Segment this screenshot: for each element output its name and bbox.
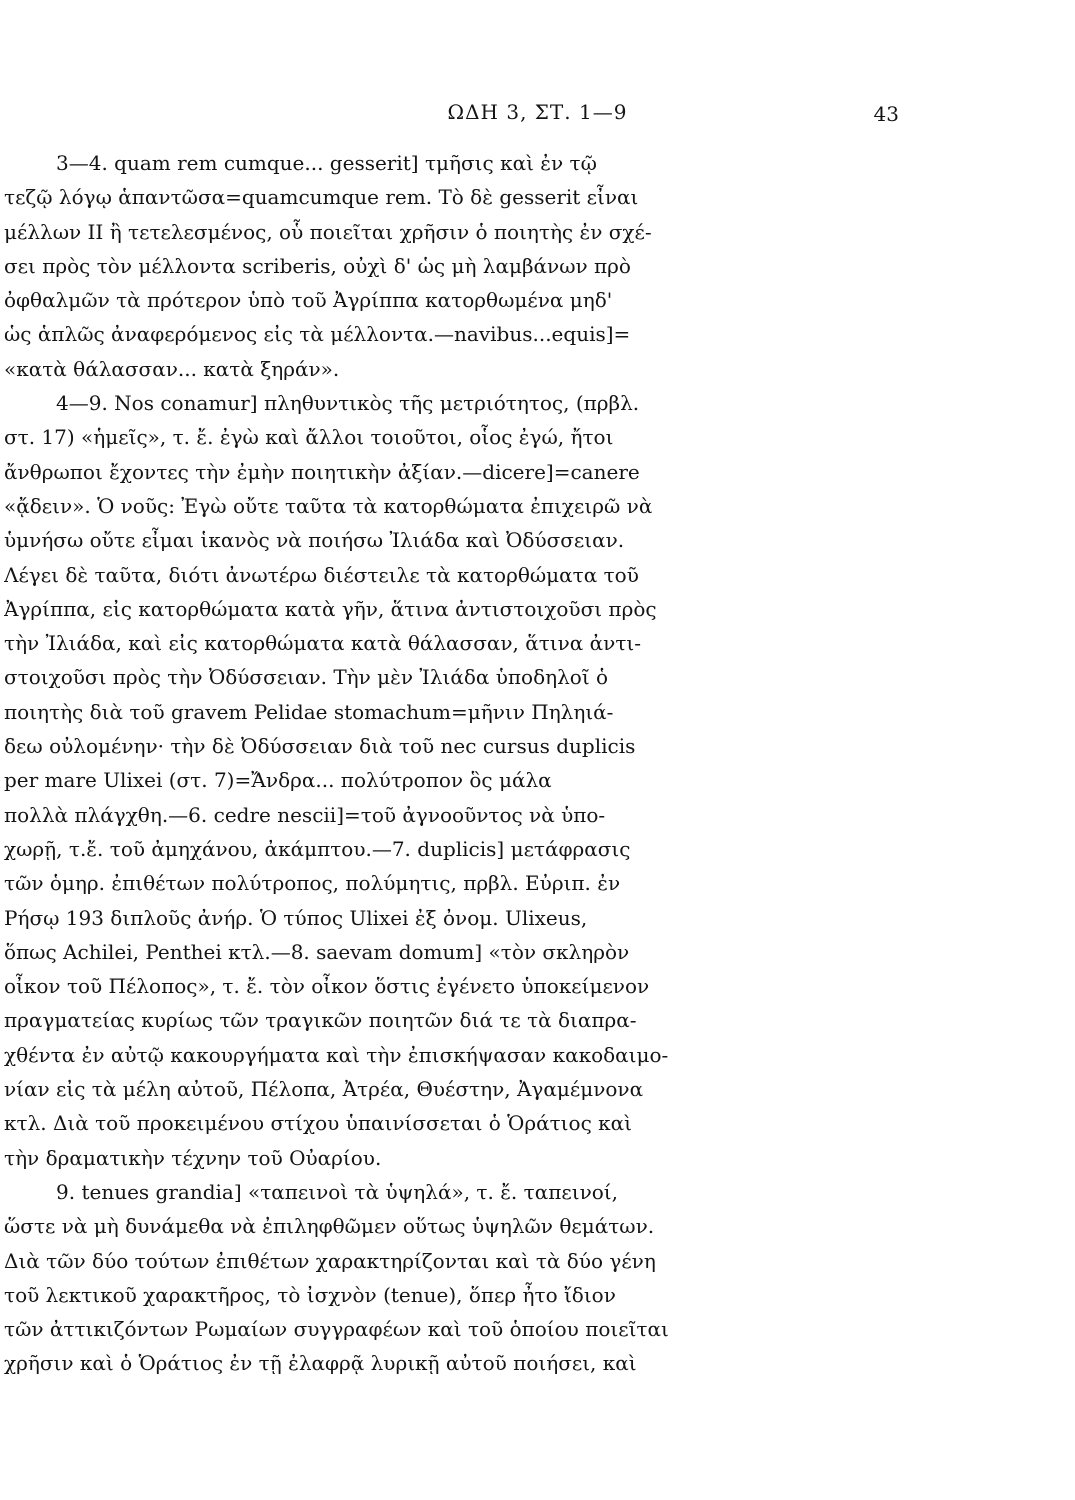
text-line: χθέντα ἐν αὐτῷ κακουργήματα καὶ τὴν ἐπισκήψασαν κακοδαιμο- — [4, 1042, 669, 1067]
text-line: κτλ. Διὰ τοῦ προκειμένου στίχου ὑπαινίσσεται ὁ Ὁράτιος καὶ — [4, 1111, 632, 1136]
text-line: νίαν εἰς τὰ μέλη αὐτοῦ, Πέλοπα, Ἀτρέα, Θυέστην, Ἀγαμέμνονα — [4, 1077, 644, 1102]
text-line: χωρῇ, τ.ἔ. τοῦ ἀμηχάνου, ἀκάμπτου.—7. duplicis] μετάφρασις — [4, 836, 631, 861]
text-line: στ. 17) «ἡμεῖς», τ. ἔ. ἐγὼ καὶ ἄλλοι τοιοῦτοι, οἷος ἐγώ, ἤτοι — [4, 425, 614, 450]
page-header — [0, 96, 1075, 132]
text-line: τῶν ἀττικιζόντων Ρωμαίων συγγραφέων καὶ τοῦ ὁποίου ποιεῖται — [4, 1317, 669, 1342]
text-line: μέλλων II ἢ τετελεσμένος, οὗ ποιεῖται χρῆσιν ὁ ποιητὴς ἐν σχέ- — [4, 219, 652, 244]
text-line: Λέγει δὲ ταῦτα, διότι ἀνωτέρω διέστειλε τὰ κατορθώματα τοῦ — [4, 562, 639, 587]
text-line: χρῆσιν καὶ ὁ Ὁράτιος ἐν τῇ ἐλαφρᾷ λυρικῇ αὐτοῦ ποιήσει, καὶ — [4, 1351, 637, 1376]
text-line: «κατὰ θάλασσαν... κατὰ ξηράν». — [4, 356, 340, 381]
text-line: πραγματείας κυρίως τῶν τραγικῶν ποιητῶν διά τε τὰ διαπρα- — [4, 1008, 637, 1033]
page-number: 43 — [873, 102, 899, 126]
text-line: 9. tenues grandia] «ταπεινοὶ τὰ ὑψηλά», τ. ἔ. ταπεινοί, — [56, 1179, 618, 1204]
text-line: Διὰ τῶν δύο τούτων ἐπιθέτων χαρακτηρίζονται καὶ τὰ δύο γένη — [4, 1248, 656, 1273]
text-line: πολλὰ πλάγχθη.—6. cedre nescii]=τοῦ ἀγνοοῦντος νὰ ὑπο- — [4, 802, 606, 827]
text-line: τεζῷ λόγῳ ἁπαντῶσα=quamcumque rem. Τὸ δὲ gesserit εἶναι — [4, 185, 639, 210]
text-line: ὀφθαλμῶν τὰ πρότερον ὑπὸ τοῦ Ἀγρίππα κατορθωμένα μηδ' — [4, 288, 613, 313]
text-line: Ἀγρίππα, εἰς κατορθώματα κατὰ γῆν, ἅτινα ἀντιστοιχοῦσι πρὸς — [4, 596, 657, 621]
text-line: per mare Ulixei (στ. 7)=Ἄνδρα... πολύτροπον ὃς μάλα — [4, 768, 552, 793]
text-line: ὅπως Achilei, Penthei κτλ.—8. saevam domum] «τὸν σκληρὸν — [4, 939, 630, 964]
text-line: σει πρὸς τὸν μέλλοντα scriberis, οὐχὶ δ' ὡς μὴ λαμβάνων πρὸ — [4, 253, 631, 278]
text-line: 4—9. Nos conamur] πληθυντικὸς τῆς μετριότητος, (πρβλ. — [56, 391, 640, 416]
text-line: τοῦ λεκτικοῦ χαρακτῆρος, τὸ ἰσχνὸν (tenue), ὅπερ ἦτο ἴδιον — [4, 1282, 616, 1307]
text-line: ποιητὴς διὰ τοῦ gravem Pelidae stomachum=μῆνιν Πηληιά- — [4, 699, 614, 724]
text-line: ὑμνήσω οὔτε εἶμαι ἱκανὸς νὰ ποιήσω Ἰλιάδα καὶ Ὀδύσσειαν. — [4, 528, 625, 553]
text-line: τὴν Ἰλιάδα, καὶ εἰς κατορθώματα κατὰ θάλασσαν, ἅτινα ἀντι- — [4, 631, 641, 656]
text-line: 3—4. quam rem cumque... gesserit] τμῆσις καὶ ἐν τῷ — [56, 151, 597, 175]
text-line: τῶν ὁμηρ. ἐπιθέτων πολύτροπος, πολύμητις, πρβλ. Εὐριπ. ἐν — [4, 871, 621, 896]
text-line: Ρήσῳ 193 διπλοῦς ἀνήρ. Ὁ τύπος Ulixei ἐξ ὀνομ. Ulixeus, — [4, 905, 588, 930]
text-line: «ᾄδειν». Ὁ νοῦς: Ἐγὼ οὔτε ταῦτα τὰ κατορθώματα ἐπιχειρῶ νὰ — [4, 493, 653, 518]
text-line: ὥστε νὰ μὴ δυνάμεθα νὰ ἐπιληφθῶμεν οὕτως ὑψηλῶν θεμάτων. — [4, 1214, 655, 1239]
text-line: οἶκον τοῦ Πέλοπος», τ. ἔ. τὸν οἶκον ὅστις ἐγένετο ὑποκείμενον — [4, 974, 650, 999]
running-title: ΩΔΗ 3, ΣΤ. 1—9 — [447, 100, 628, 124]
text-line: δεω οὐλομένην· τὴν δὲ Ὀδύσσειαν διὰ τοῦ nec cursus duplicis — [4, 734, 636, 759]
text-line: ἄνθρωποι ἔχοντες τὴν ἐμὴν ποιητικὴν ἀξίαν.—dicere]=canere — [4, 459, 640, 484]
text-line: στοιχοῦσι πρὸς τὴν Ὀδύσσειαν. Τὴν μὲν Ἰλιάδα ὑποδηλοῖ ὁ — [4, 665, 609, 690]
text-line: ὡς ἁπλῶς ἀναφερόμενος εἰς τὰ μέλλοντα.—navibus...equis]= — [4, 322, 631, 347]
commentary-text — [4, 146, 899, 1381]
text-line: τὴν δραματικὴν τέχνην τοῦ Οὐαρίου. — [4, 1145, 382, 1170]
